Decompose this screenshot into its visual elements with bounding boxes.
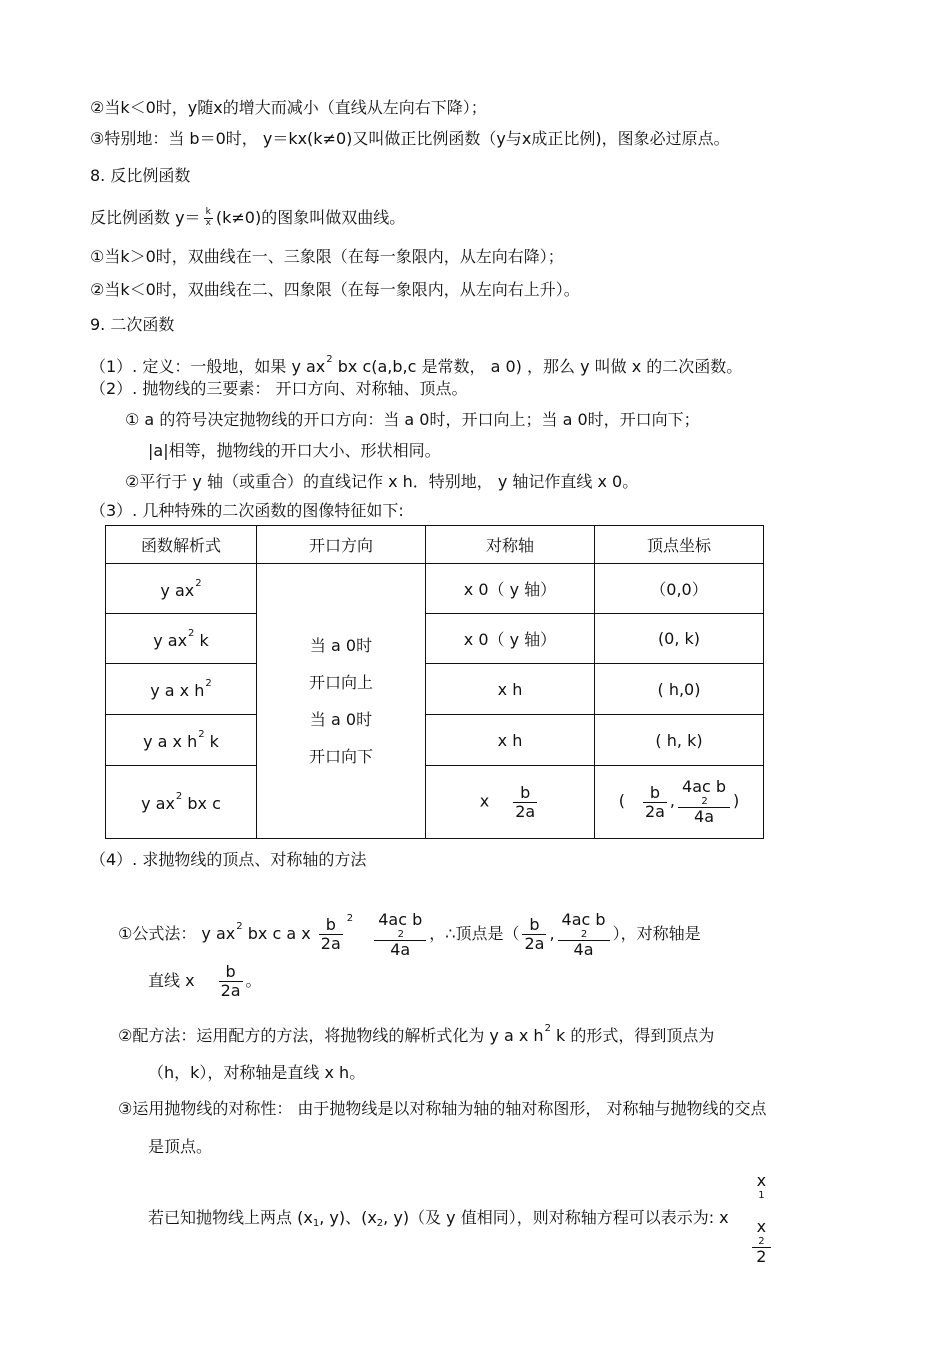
abs-a-text: 相等，抛物线的开口大小、形状相同。 (168, 441, 441, 460)
row1-expr: y $ax^2$ (106, 564, 257, 614)
frac-vertex-y: 4ac b 2 4a (558, 911, 610, 958)
quadratic-table (105, 525, 764, 839)
definition-part1: （1）. 定义：一般地，如果 y ax (90, 357, 326, 376)
line-two-points: 若已知抛物线上两点 ($x_1$, y)、($x_2$, y)（及 y 值相同），则对称轴方程可以表示为: x x 1 x 2 2 (148, 1172, 774, 1265)
row3-expr: y a x $h^2$ (106, 664, 257, 715)
frac-num-k: k (204, 208, 213, 219)
header-expr: 函数解析式 (106, 526, 257, 564)
definition-part2: bx c(a,b,c 是常数， a 0) ，那么 y 叫做 x 的二次函数。 (332, 357, 743, 376)
frac-axis: $\frac{b}{2a}$ (220, 962, 241, 1000)
frac-4ac-b2-4a: 4ac b 2 4a (374, 911, 426, 958)
inverse-def-suffix: (k≠0)的图象叫做双曲线。 (215, 208, 406, 227)
line-formula-method: ①公式法： y $ax^2$ bx c a x $\frac{b}{2a}$ $^2$ 4ac b 2 4a ，∴顶点是（ $\frac{b}{2a}$ , 4ac b 2 4a ），对称轴是 (118, 909, 701, 959)
table-row (106, 766, 764, 839)
line-methods-heading: （4）. 求抛物线的顶点、对称轴的方法 (90, 850, 367, 869)
table-row (106, 614, 764, 664)
row4-axis: x h (426, 715, 595, 766)
row2-vertex: (0, k) (595, 614, 764, 664)
frac-den-x: x (205, 218, 211, 228)
line-special-table-intro: （3）. 几种特殊的二次函数的图像特征如下: (90, 501, 404, 520)
line-three-elements: （2）. 抛物线的三要素： 开口方向、对称轴、顶点。 (90, 379, 468, 398)
line-parallel-y: ②平行于 y 轴（或重合）的直线记作 x h．特别地， y 轴记作直线 x 0。 (125, 472, 639, 491)
frac-x1x2: x 1 x 2 2 (752, 1172, 771, 1265)
line-definition (90, 350, 742, 377)
direction-line3: 当 a 0时 (309, 710, 373, 729)
row2-axis: x 0（ y 轴） (426, 614, 595, 664)
heading-9: 9. 二次函数 (90, 315, 175, 334)
line-abs-a (148, 441, 441, 461)
line-vertex-hk: （h，k），对称轴是直线 x h。 (148, 1063, 366, 1082)
k-over-x-fraction (204, 208, 213, 229)
row1-vertex: （0,0） (595, 564, 764, 614)
table-row (106, 664, 764, 715)
line-axis-formula: 直线 x $\frac{b}{2a}$ 。 (148, 962, 262, 1000)
header-axis: 对称轴 (426, 526, 595, 564)
inverse-def-prefix: 反比例函数 y＝ (90, 208, 201, 227)
row5-expr: y $ax^2$ bx c (106, 766, 257, 839)
sup-2: 2 (326, 354, 333, 365)
line-symmetry-method: ③运用抛物线的对称性： 由于抛物线是以对称轴为轴的轴对称图形， 对称轴与抛物线的交点 (118, 1099, 767, 1118)
row1-axis: x 0（ y 轴） (426, 564, 595, 614)
line-hyperbola-positive: ①当k＞0时，双曲线在一、三象限（在每一象限内，从左向右降）； (90, 247, 564, 266)
line-sign-of-a: ① a 的符号决定抛物线的开口方向：当 a 0时，开口向上；当 a 0时，开口向下； (125, 410, 700, 429)
row5-vertex: ( $\frac{b}{2a}$ , 4ac b 2 4a ) (595, 766, 764, 839)
header-vertex: 顶点坐标 (595, 526, 764, 564)
direction-line4: 开口向下 (308, 747, 373, 766)
row4-expr: y a x $h^2$ k (106, 715, 257, 766)
line-completing-square: ②配方法：运用配方的方法，将抛物线的解析式化为 y a x $h^2$ k 的形式，得到顶点为 (118, 1023, 715, 1045)
frac-b-2a-vertex: $\frac{b}{2a}$ (524, 915, 545, 953)
line-is-vertex: 是顶点。 (148, 1137, 213, 1156)
row5-axis: x $\frac{b}{2a}$ (426, 766, 595, 839)
table-row (106, 715, 764, 766)
row3-axis: x h (426, 664, 595, 715)
line-k-negative: ②当k＜0时，y随x的增大而减小（直线从左向右下降）； (90, 98, 487, 117)
direction-cell (257, 564, 426, 839)
abs-a: |a| (148, 441, 169, 460)
line-special-case: ③特别地：当 b＝0时， y＝kx(k≠0)又叫做正比例函数（y与x成正比例)，图象必过原点。 (90, 129, 730, 148)
line-inverse-def (90, 205, 405, 231)
table-row (106, 564, 764, 614)
table-header-row (106, 526, 764, 564)
row4-vertex: ( h, k) (595, 715, 764, 766)
header-direction: 开口方向 (257, 526, 426, 564)
heading-8: 8. 反比例函数 (90, 166, 191, 185)
row3-vertex: ( h,0) (595, 664, 764, 715)
row2-expr: y $ax^2$ k (106, 614, 257, 664)
line-hyperbola-negative: ②当k＜0时，双曲线在二、四象限（在每一象限内，从左向右上升）。 (90, 280, 580, 299)
frac-b-2a: $\frac{b}{2a}$ (320, 915, 341, 953)
direction-line1: 当 a 0时 (309, 636, 373, 655)
direction-line2: 开口向上 (308, 673, 373, 692)
